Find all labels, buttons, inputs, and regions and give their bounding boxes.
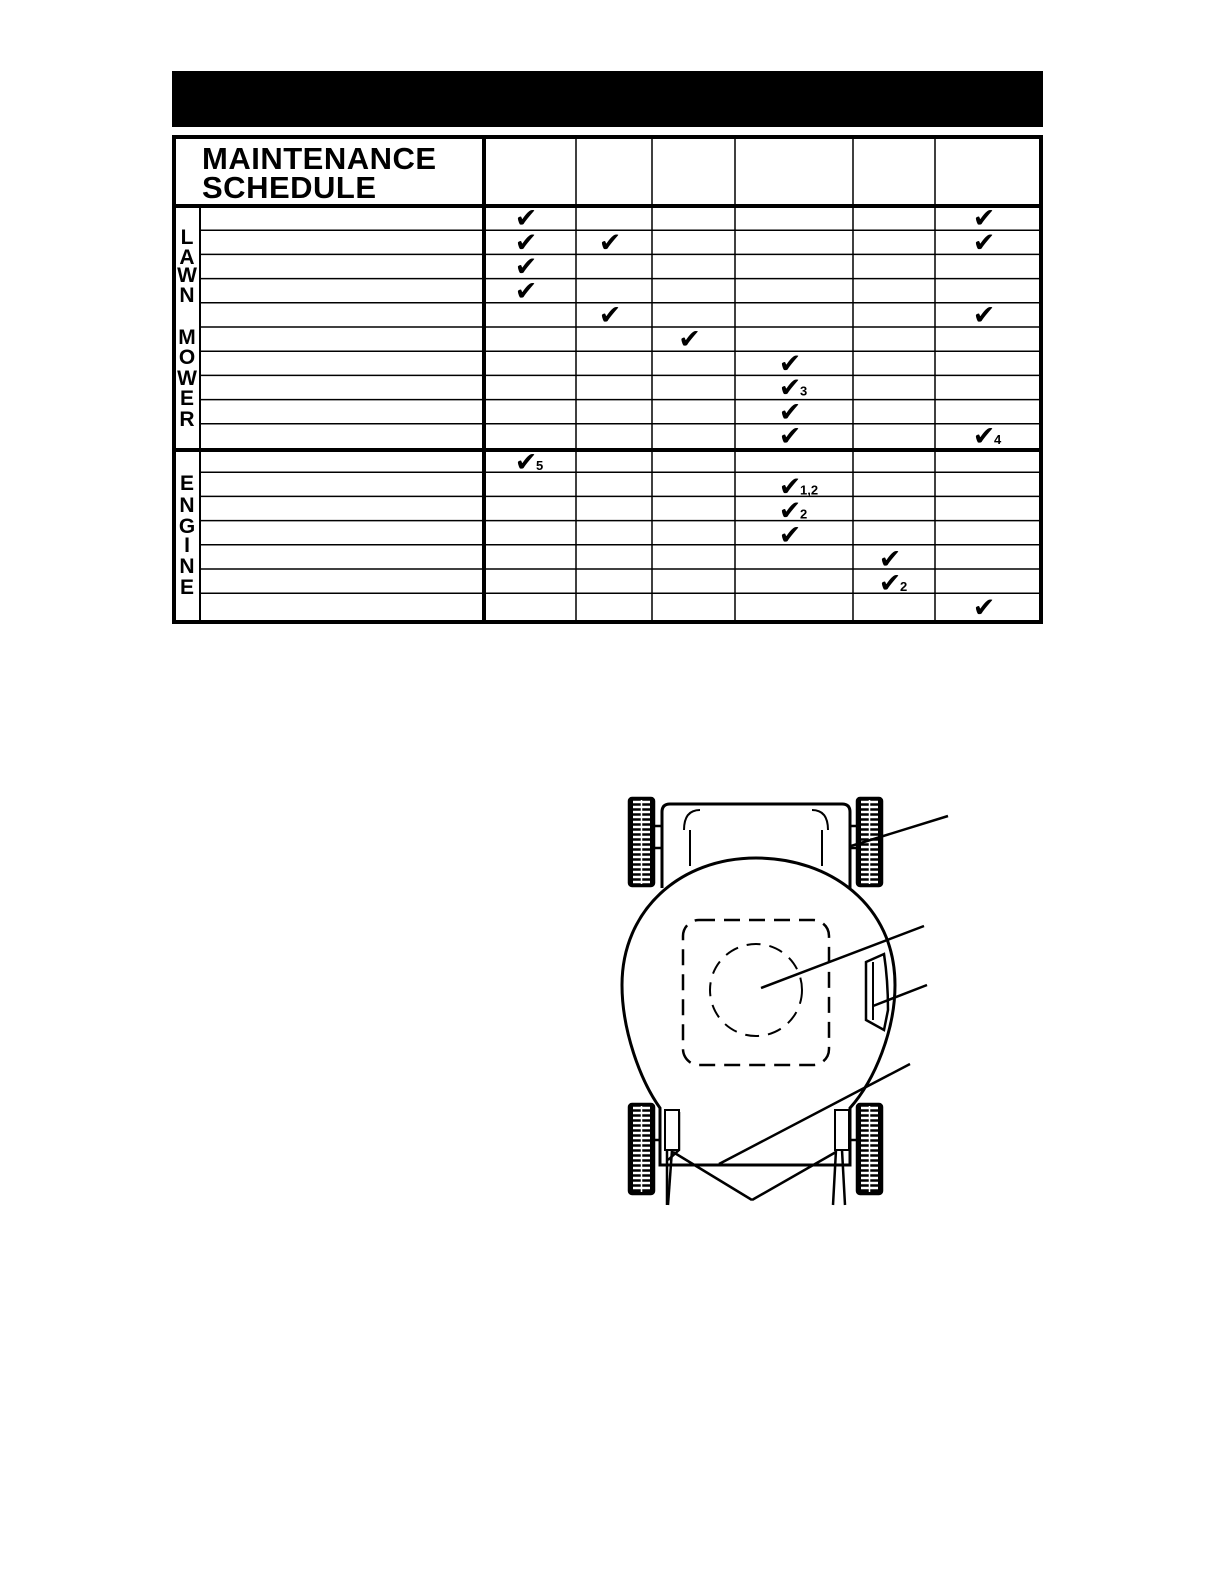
lawn-mower-letter: M <box>178 326 196 349</box>
check-mark: ✔ <box>972 421 996 452</box>
adjuster-lever <box>866 954 888 1030</box>
check-mark: ✔ <box>598 300 622 331</box>
lawn-mower-letter: N <box>179 284 195 307</box>
check-mark: ✔ <box>972 227 996 259</box>
rear-right-wheel <box>857 1104 882 1194</box>
engine-letter: I <box>184 534 190 557</box>
check-mark: ✔ <box>972 592 996 624</box>
check-mark: ✔ <box>514 447 538 479</box>
schedule-table <box>174 137 1041 622</box>
check-mark: ✔ <box>972 203 996 235</box>
mower-deck <box>622 858 895 1165</box>
check-footnote: 3 <box>800 383 808 399</box>
check-mark: ✔ <box>514 275 538 307</box>
lawn-mower-letter: E <box>179 387 195 410</box>
check-mark: ✔ <box>778 495 802 527</box>
lawn-mower-letter: W <box>177 264 197 287</box>
engine-letter: G <box>178 515 196 538</box>
front-left-wheel <box>629 798 654 886</box>
schedule-title-line-2: SCHEDULE <box>202 170 377 205</box>
engine-letter: N <box>179 555 195 578</box>
check-footnote: 5 <box>536 458 544 474</box>
check-mark: ✔ <box>514 227 538 259</box>
check-footnote: 4 <box>994 432 1002 447</box>
lawn-mower-letter: R <box>179 408 195 431</box>
check-footnote: 2 <box>800 506 808 522</box>
check-footnote: 2 <box>900 579 908 595</box>
check-mark: ✔ <box>972 300 996 331</box>
engine-letter: N <box>179 494 195 517</box>
engine-section-label <box>179 472 195 599</box>
check-mark: ✔ <box>514 203 538 235</box>
check-mark: ✔ <box>878 544 902 575</box>
handle-right <box>835 1110 849 1150</box>
mower-bottom-view-illustration <box>622 798 948 1205</box>
lawn-mower-letter: L <box>180 226 194 249</box>
engine-letter: E <box>179 472 195 495</box>
rear-left-wheel <box>629 1104 654 1194</box>
check-mark: ✔ <box>778 372 802 404</box>
check-mark: ✔ <box>678 324 701 356</box>
lawn-mower-letter: A <box>179 246 195 269</box>
check-mark: ✔ <box>778 396 802 428</box>
check-mark: ✔ <box>878 568 902 600</box>
check-mark: ✔ <box>778 421 802 452</box>
check-mark: ✔ <box>778 471 802 503</box>
check-mark: ✔ <box>598 227 622 259</box>
engine-letter: E <box>179 576 195 599</box>
check-mark: ✔ <box>514 251 538 283</box>
lawn-mower-letter: O <box>178 346 196 369</box>
check-mark: ✔ <box>778 348 802 380</box>
schedule-checkmarks <box>515 203 1002 623</box>
lawn-mower-letter: W <box>177 367 197 390</box>
lawn-mower-section-label <box>177 226 197 431</box>
schedule-title-line-1: MAINTENANCE <box>202 141 437 176</box>
check-mark: ✔ <box>778 519 802 551</box>
check-footnote: 1,2 <box>800 482 819 498</box>
